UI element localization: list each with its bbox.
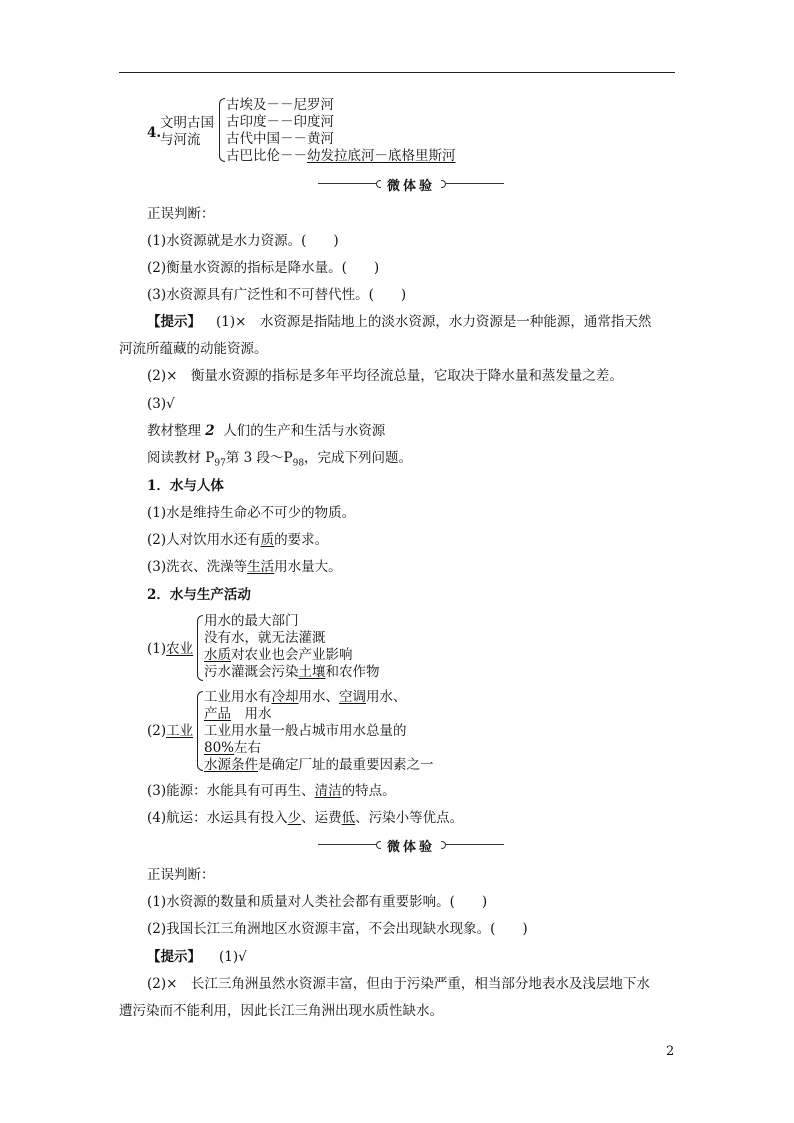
industry-brace	[197, 691, 203, 771]
industry-item-2-cont: 80%左右	[204, 740, 262, 756]
quiz2-question-1: (1)水资源的数量和质量对人类社会都有重要影响。( )	[147, 894, 488, 910]
micro-experience-banner: 微体验	[318, 177, 504, 191]
agriculture-item-2: 没有水，就无法灌溉	[204, 630, 326, 646]
reading-instruction: 阅读教材 $P_{97}$第 3 段$\sim P_{98}$，完成下列问题。	[147, 450, 413, 469]
header-rule	[119, 72, 675, 73]
quiz2-title: 正误判断：	[147, 867, 215, 883]
quiz-question-3: (3)水资源具有广泛性和不可替代性。( )	[147, 287, 407, 303]
civ-brace	[219, 98, 225, 162]
energy-line: (3)能源：水能具有可再生、清洁的特点。	[147, 783, 396, 799]
agriculture-brace	[197, 615, 203, 681]
quiz-question-2: (2)衡量水资源的指标是降水量。( )	[147, 260, 380, 276]
item-number: 4.	[147, 125, 162, 141]
agriculture-item-1: 用水的最大部门	[204, 613, 299, 629]
quiz2-question-2: (2)我国长江三角洲地区水资源丰富，不会出现缺水现象。( )	[147, 921, 528, 937]
hint2-answer-2-cont: 遭污染而不能利用，因此长江三角洲出现水质性缺水。	[119, 1003, 443, 1019]
agriculture-item-4: 污水灌溉会污染土壤和农作物	[204, 664, 380, 680]
page-number: 2	[666, 1044, 675, 1059]
civ-pair-india: 古印度－－印度河	[226, 114, 334, 130]
subheading-water-production: 2．水与生产活动	[147, 587, 251, 603]
shipping-line: (4)航运：水运具有投入少、运费低、污染小等优点。	[147, 810, 464, 826]
subheading-water-body: 1．水与人体	[147, 478, 224, 494]
civ-label-line1: 文明古国	[160, 115, 214, 131]
agriculture-item-3: 水质对农业也会产业影响	[204, 647, 353, 663]
agriculture-label: (1)农业	[147, 641, 194, 657]
section-title: 教材整理 2 人们的生产和生活与水资源	[147, 423, 386, 439]
water-body-line-2: (2)人对饮用水还有质的要求。	[147, 532, 329, 548]
hint-answer-2: (2)× 衡量水资源的指标是多年平均径流总量，它取决于降水量和蒸发量之差。	[147, 368, 623, 384]
micro-experience-banner-2: 微体验	[318, 838, 504, 852]
water-body-line-1: (1)水是维持生命必不可少的物质。	[147, 505, 356, 521]
industry-label: (2)工业	[147, 723, 194, 739]
hint-label: 【提示】	[147, 314, 201, 330]
industry-item-3: 水源条件是确定厂址的最重要因素之一	[204, 757, 434, 773]
hint-answer-1-cont: 河流所蕴藏的动能资源。	[119, 341, 268, 357]
industry-item-1-cont: 产品 用水	[204, 706, 272, 722]
quiz-question-1: (1)水资源就是水力资源。( )	[147, 233, 339, 249]
civ-label-line2: 与河流	[160, 132, 201, 148]
hint-answer-3: (3)√	[147, 396, 175, 412]
industry-item-1: 工业用水有冷却用水、空调用水、	[204, 689, 407, 705]
hint2-answer-1: (1)√	[219, 949, 247, 965]
hint-answer-1: (1)× 水资源是指陆地上的淡水资源，水力资源是一种能源，通常指天然	[216, 314, 652, 330]
quiz-title: 正误判断：	[147, 206, 215, 222]
hint2-label: 【提示】	[147, 949, 201, 965]
water-body-line-3: (3)洗衣、洗澡等生活用水量大。	[147, 559, 342, 575]
industry-item-2: 工业用水量一般占城市用水总量的	[204, 723, 407, 739]
hint2-answer-2: (2)× 长江三角洲虽然水资源丰富，但由于污染严重，相当部分地表水及浅层地下水	[147, 976, 650, 992]
civ-pair-babylon: 古巴比伦－－幼发拉底河－底格里斯河	[226, 148, 456, 164]
civ-pair-egypt: 古埃及－－尼罗河	[226, 97, 334, 113]
civ-pair-china: 古代中国－－黄河	[226, 131, 334, 147]
